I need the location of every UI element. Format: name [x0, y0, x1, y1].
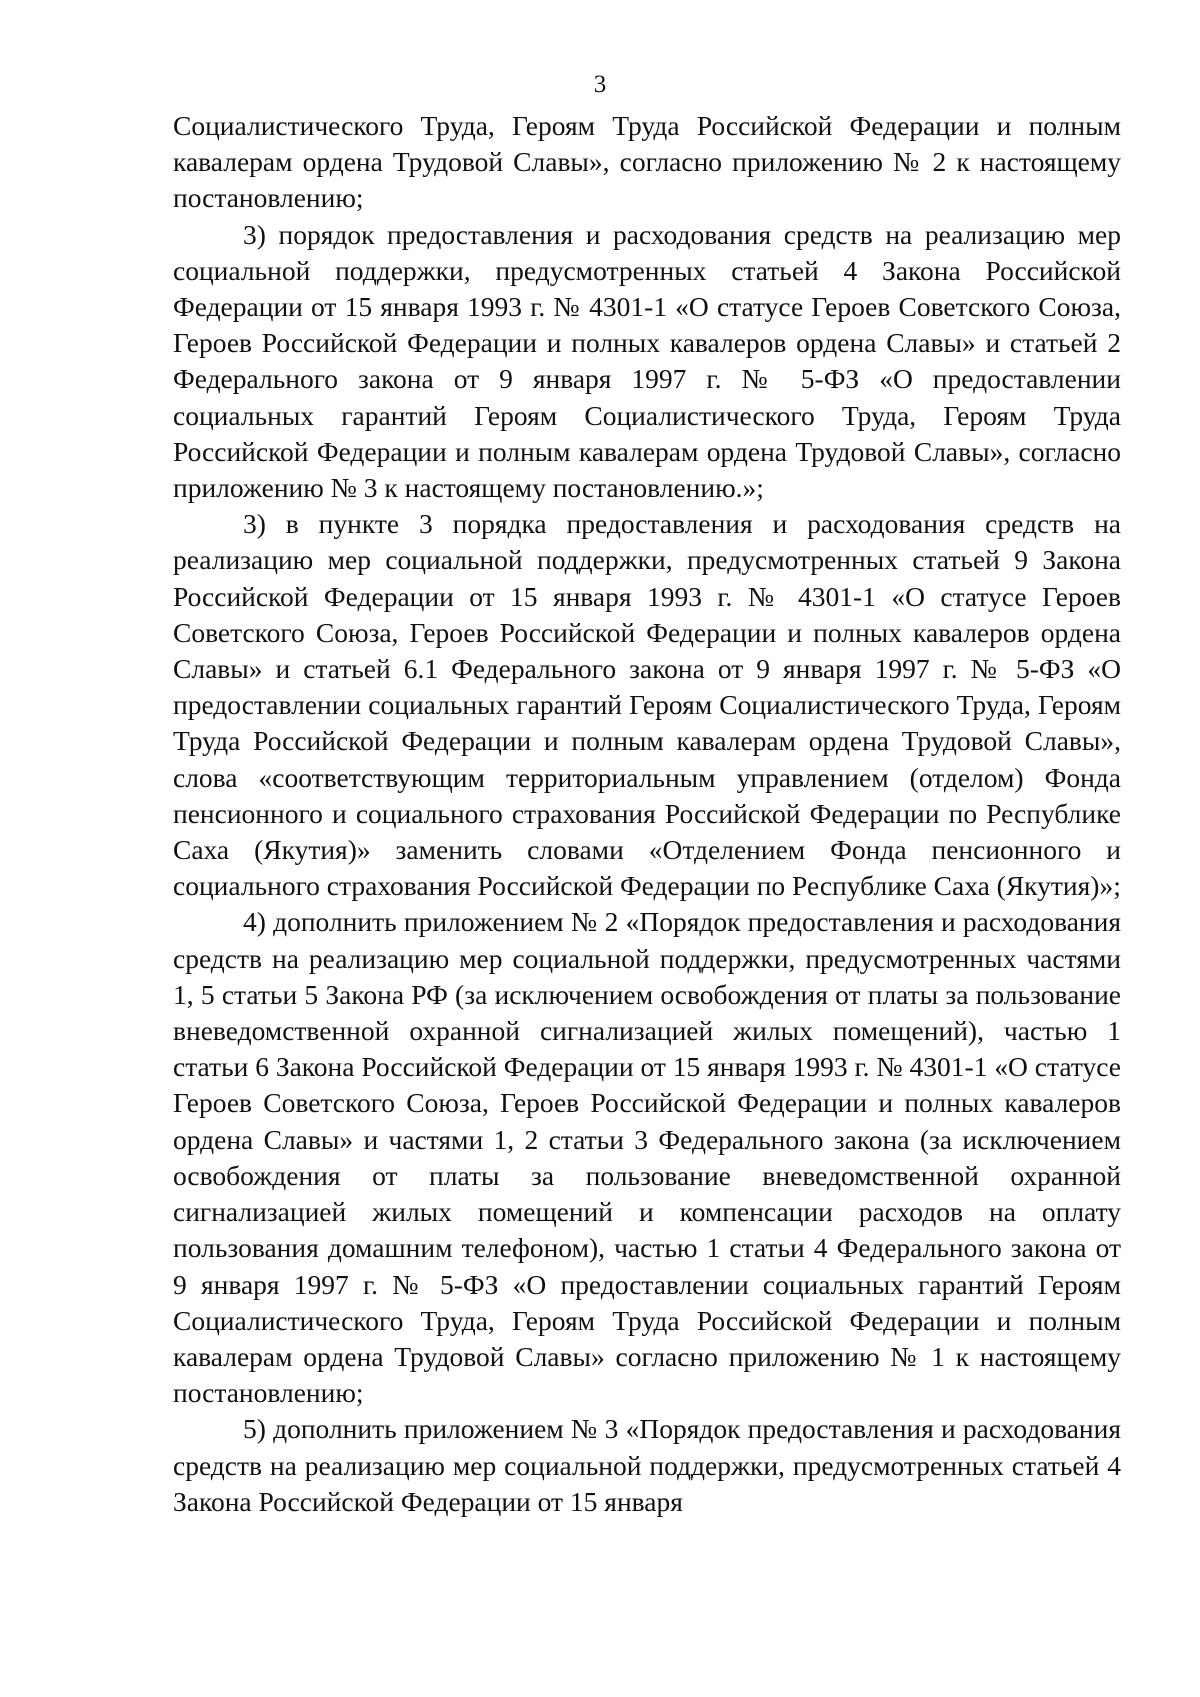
paragraph-continuation: Социалистического Труда, Героям Труда Российской Федерации и полным кавалерам ордена Трудовой Славы», согласно приложению № 2 к настоящему постановлению;: [173, 110, 1121, 214]
page-number: 3: [593, 71, 607, 98]
paragraph-item-3-amendment: 3) в пункте 3 порядка предоставления и расходования средств на реализацию мер социальной поддержки, предусмотренных статьей 9 Закона Российской Федерации от 15 января 1993 г. № 4301-1 «О статусе Героев Советского Союза, Героев Российской Федерации и полных кавалеров ордена Славы» и статьей 6.1 Федерального закона от 9 января 1997 г. № 5-ФЗ «О предоставлении социальных гарантий Героям Социалистического Труда, Героям Труда Российской Федерации и полным кавалерам ордена Трудовой Славы», слова «соответствующим территориальным управлением (отделом) Фонда пенсионного и социального страхования Российской Федерации по Республике Саха (Якутия)» заменить словами «Отделением Фонда пенсионного и социального страхования Российской Федерации по Республике Саха (Якутия)»;: [173, 508, 1121, 902]
paragraph-item-3-procedure: 3) порядок предоставления и расходования средств на реализацию мер социальной поддержки, предусмотренных статьей 4 Закона Российской Федерации от 15 января 1993 г. № 4301-1 «О статусе Героев Советского Союза, Героев Российской Федерации и полных кавалеров ордена Славы» и статьей 2 Федерального закона от 9 января 1997 г. № 5-ФЗ «О предоставлении социальных гарантий Героям Социалистического Труда, Героям Труда Российской Федерации и полным кавалерам ордена Трудовой Славы», согласно приложению № 3 к настоящему постановлению.»;: [173, 218, 1121, 504]
paragraph-item-4: 4) дополнить приложением № 2 «Порядок предоставления и расходования средств на реализацию мер социальной поддержки, предусмотренных частями 1, 5 статьи 5 Закона РФ (за исключением освобождения от платы за пользование вневедомственной охранной сигнализацией жилых помещений), частью 1 статьи 6 Закона Российской Федерации от 15 января 1993 г. № 4301-1 «О статусе Героев Советского Союза, Героев Российской Федерации и полных кавалеров ордена Славы» и частями 1, 2 статьи 3 Федерального закона (за исключением освобождения от платы за пользование вневедомственной охранной сигнализацией жилых помещений и компенсации расходов на оплату пользования домашним телефоном), частью 1 статьи 4 Федерального закона от 9 января 1997 г. № 5-ФЗ «О предоставлении социальных гарантий Героям Социалистического Труда, Героям Труда Российской Федерации и полным кавалерам ордена Трудовой Славы» согласно приложению № 1 к настоящему постановлению;: [173, 906, 1121, 1409]
paragraph-item-5: 5) дополнить приложением № 3 «Порядок предоставления и расходования средств на реализацию мер социальной поддержки, предусмотренных статьей 4 Закона Российской Федерации от 15 января: [173, 1413, 1121, 1517]
document-body: [173, 108, 1121, 1520]
